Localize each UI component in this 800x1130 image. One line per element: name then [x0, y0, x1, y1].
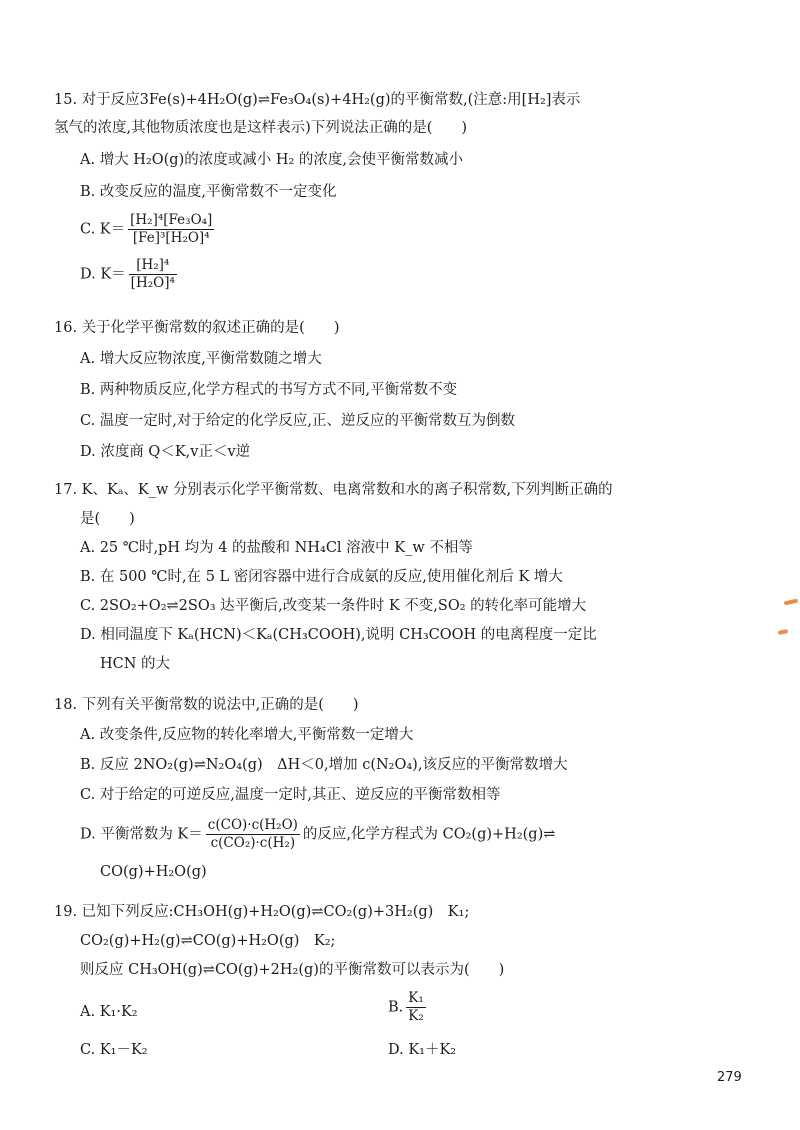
q17-number: 17.: [54, 482, 78, 498]
q15-option-a: A. 增大 H₂O(g)的浓度或减小 H₂ 的浓度,会使平衡常数减小: [80, 152, 464, 168]
q18-option-b: B. 反应 2NO₂(g)⇌N₂O₄(g) ΔH＜0,增加 c(N₂O₄),该反应的平衡常数增大: [80, 757, 568, 773]
q15-stem-line1: 15. 对于反应3Fe(s)+4H₂O(g)⇌Fe₃O₄(s)+4H₂(g)的平衡常数,(注意:用[H₂]表示: [54, 92, 581, 108]
q18-number: 18.: [54, 697, 78, 713]
q18-stem: 18. 下列有关平衡常数的说法中,正确的是( ): [54, 697, 359, 713]
question-16: [54, 318, 744, 462]
q15-option-d-fraction: $\frac{\text{[H₂]⁴}}{\text{[H₂O]⁴}}$: [130, 257, 175, 291]
q16-option-b: B. 两种物质反应,化学方程式的书写方式不同,平衡常数不变: [80, 382, 458, 398]
q19-stem-line2: CO₂(g)+H₂(g)⇌CO(g)+H₂O(g) K₂;: [80, 933, 336, 949]
q19-number: 19.: [54, 904, 78, 920]
margin-mark: [778, 629, 789, 635]
q17-stem-line2: 是( ): [80, 511, 135, 527]
q16-option-d: D. 浓度商 Q＜K,v正＜v逆: [80, 444, 251, 460]
q15-option-d: D. K＝ $\frac{\text{[H₂]⁴}}{\text{[H₂O]⁴}}$: [80, 257, 175, 291]
q15-number: 15.: [54, 92, 78, 108]
q19-option-b: B. $\frac{\text{K₁}}{\text{K₂}}$: [388, 990, 424, 1024]
q16-option-c: C. 温度一定时,对于给定的化学反应,正、逆反应的平衡常数互为倒数: [80, 413, 516, 429]
q15-option-c-fraction: $\frac{\text{[H₂]⁴[Fe₃O₄]}}{\text{[Fe]³[H₂O]⁴}}$: [130, 212, 213, 246]
q19-option-c: C. K₁－K₂: [80, 1042, 148, 1058]
q17-option-d-line2: HCN 的大: [100, 656, 171, 672]
q17-option-d-line1: D. 相同温度下 Kₐ(HCN)＜Kₐ(CH₃COOH),说明 CH₃COOH 的电离程度一定比: [80, 627, 597, 643]
q19-stem-line3: 则反应 CH₃OH(g)⇌CO(g)+2H₂(g)的平衡常数可以表示为( ): [80, 962, 505, 978]
question-17: [54, 480, 744, 674]
question-15: [54, 90, 744, 292]
q17-option-b: B. 在 500 ℃时,在 5 L 密闭容器中进行合成氨的反应,使用催化剂后 K 增大: [80, 569, 563, 585]
question-18: [54, 695, 744, 882]
q17-option-a: A. 25 ℃时,pH 均为 4 的盐酸和 NH₄Cl 溶液中 K_w 不相等: [80, 540, 473, 556]
q19-stem-line1: 19. 已知下列反应:CH₃OH(g)+H₂O(g)⇌CO₂(g)+3H₂(g) K₁;: [54, 904, 470, 920]
q15-option-b: B. 改变反应的温度,平衡常数不一定变化: [80, 184, 337, 200]
q16-number: 16.: [54, 320, 78, 336]
q18-option-a: A. 改变条件,反应物的转化率增大,平衡常数一定增大: [80, 727, 414, 743]
q18-option-d: D. 平衡常数为 K＝ $\frac{\text{c(CO)·c(H₂O)}}{\text{c(CO₂)·c(H₂)}}$ 的反应,化学方程式为 CO₂(g)+H₂(g)⇌: [80, 817, 556, 851]
q18-option-c: C. 对于给定的可逆反应,温度一定时,其正、逆反应的平衡常数相等: [80, 787, 501, 803]
q19-option-b-fraction: $\frac{\text{K₁}}{\text{K₂}}$: [408, 990, 424, 1024]
q18-option-d-fraction: $\frac{\text{c(CO)·c(H₂O)}}{\text{c(CO₂)·c(H₂)}}$: [207, 817, 298, 851]
q17-option-c: C. 2SO₂+O₂⇌2SO₃ 达平衡后,改变某一条件时 K 不变,SO₂ 的转化率可能增大: [80, 598, 587, 614]
q17-stem-line1: 17. K、Kₐ、K_w 分别表示化学平衡常数、电离常数和水的离子积常数,下列判断正确的: [54, 482, 613, 498]
page-number: 279: [717, 1070, 742, 1085]
q19-option-a: A. K₁·K₂: [80, 1004, 138, 1020]
question-19: [54, 902, 744, 980]
q15-option-c: C. K＝ $\frac{\text{[H₂]⁴[Fe₃O₄]}}{\text{[Fe]³[H₂O]⁴}}$: [80, 212, 213, 246]
margin-mark: [784, 599, 799, 606]
q18-option-d-line2: CO(g)+H₂O(g): [100, 864, 207, 880]
q16-stem: 16. 关于化学平衡常数的叙述正确的是( ): [54, 320, 340, 336]
q16-option-a: A. 增大反应物浓度,平衡常数随之增大: [80, 351, 322, 367]
q15-stem-line2: 氢气的浓度,其他物质浓度也是这样表示)下列说法正确的是( ): [54, 120, 468, 136]
q19-option-d: D. K₁＋K₂: [388, 1042, 457, 1058]
